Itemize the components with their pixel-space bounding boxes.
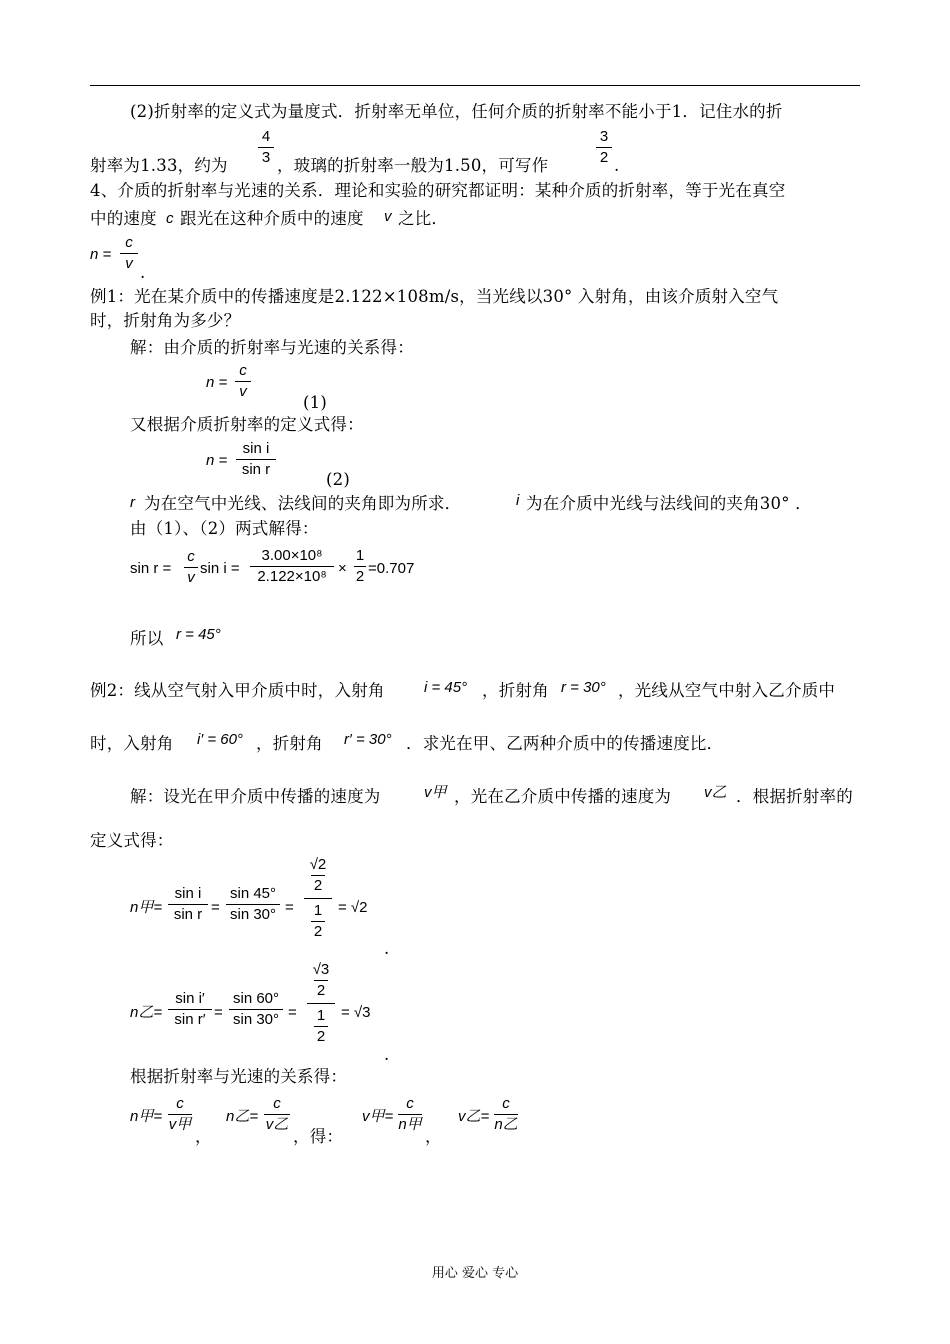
eq1-fraction: c v [235,362,251,401]
symbol-v: v [384,208,392,225]
fraction-3-2: 3 2 [596,128,612,167]
example2-q1b: ，折射角 [482,681,549,700]
example2-q2c: ．求光在甲、乙两种介质中的传播速度比． [406,734,724,753]
rel4-fraction: c n乙 [494,1095,518,1133]
example2-s3: 根据折射率与光速的关系得： [130,1067,348,1086]
eq3-mid: sin i = [200,560,240,577]
para1-line1: (2)折射率的定义式为量度式．折射率无单位，任何介质的折射率不能小于1．记住水的折 [130,102,783,121]
example1-solution-3a: 为在空气中光线、法线间的夹角即为所求． [144,494,462,513]
formula-n-end: . [140,263,146,282]
para4-line2c: 之比． [398,209,449,228]
eq1-lhs: n = [206,374,228,391]
rel3-lhs: v甲= [362,1108,394,1125]
example1-solution-4: 由（1）、（2）两式解得： [130,519,319,538]
answer-r: r = 45° [176,626,221,643]
eqB-compound-fraction: √3 2 1 2 [307,961,335,1046]
rel1-sep: ， [195,1127,212,1146]
example2-q1a: 例2：线从空气射入甲介质中时，入射角 [90,681,385,700]
eqA-result: = √2 [338,899,368,916]
eqA-compound-fraction: √2 2 1 2 [304,856,332,941]
rel2-fraction: c v乙 [265,1095,289,1133]
eq3-lhs: sin r = [130,560,172,577]
para1-line2c: . [614,156,620,175]
eq3-result: =0.707 [368,560,415,577]
formula-n-lhs: n = [90,246,112,263]
eqB-eq2: = [288,1004,297,1021]
example2-s1c: ．根据折射率的 [736,787,853,806]
example1-question-line2: 时，折射角为多少？ [90,311,241,330]
eq3-times: × [338,560,347,577]
symbol-c: c [166,210,174,227]
symbol-v-yi: v乙 [704,784,727,801]
rel1-fraction: c v甲 [168,1095,192,1133]
eq2-fraction: sin i sin r [236,440,276,479]
symbol-i: i [516,492,520,509]
para4-line2a: 中的速度 [90,209,157,228]
eqB-dot: . [384,1045,390,1064]
formula-n-fraction: c v [120,234,138,273]
example1-question-line1: 例1：光在某介质中的传播速度是2.122×108m/s，当光线以30° 入射角，由该介质射入空气 [90,287,779,306]
rel4-lhs: v乙= [458,1108,490,1125]
eqB-eq1: = [214,1004,223,1021]
example2-s1a: 解：设光在甲介质中传播的速度为 [130,787,381,806]
eqA-fraction-deg: sin 45° sin 30° [226,885,280,924]
rel3-sep: ， [425,1127,442,1146]
eq3-fraction-values: 3.00×10⁸ 2.122×10⁸ [250,547,334,586]
eqA-fraction-sin: sin i sin r [168,885,208,924]
rel2-sep: ，得： [293,1127,344,1146]
example2-s2: 定义式得： [90,831,174,850]
eq2-label: (2) [326,470,350,489]
eq3-fraction-half: 1 2 [355,547,365,585]
para4-line1: 4、介质的折射率与光速的关系．理论和实验的研究都证明：某种介质的折射率，等于光在真空 [90,181,786,200]
eqB-fraction-deg: sin 60° sin 30° [229,990,283,1029]
para1-line2a: 射率为1.33，约为 [90,156,228,175]
rel2-lhs: n乙= [226,1108,259,1125]
eq1-label: (1) [303,393,327,412]
para4-line2b: 跟光在这种介质中的速度 [180,209,364,228]
eqB-fraction-sin: sin i′ sin r′ [168,990,212,1029]
example2-q2b: ，折射角 [256,734,323,753]
eqA-eq2: = [285,899,294,916]
example2-q2a: 时，入射角 [90,734,174,753]
header-rule [90,85,860,86]
eq2-lhs: n = [206,452,228,469]
rel1-lhs: n甲= [130,1108,163,1125]
eq3-fraction-cv: c v [184,548,198,587]
eqA-dot: . [384,939,390,958]
example1-solution-2: 又根据介质折射率的定义式得： [130,415,364,434]
example2-r-30: r = 30° [561,679,606,696]
para1-line2b: ，玻璃的折射率一般为1.50，可写作 [277,156,549,175]
example2-s1b: ，光在乙介质中传播的速度为 [454,787,672,806]
symbol-v-jia: v甲 [424,784,447,801]
example2-i-45: i = 45° [424,679,468,696]
example1-solution-3b: 为在介质中光线与法线间的夹角30° ． [526,494,812,513]
eqA-eq1: = [211,899,220,916]
eqB-lhs: n乙= [130,1004,163,1021]
example2-i-60: i′ = 60° [197,731,243,748]
symbol-r: r [130,494,135,511]
eqB-result: = √3 [341,1004,371,1021]
page-footer: 用心 爱心 专心 [431,1266,519,1281]
rel3-fraction: c n甲 [398,1095,422,1133]
example1-solution-1: 解：由介质的折射率与光速的关系得： [130,338,414,357]
example2-r-30p: r′ = 30° [344,731,392,748]
example2-q1c: ，光线从空气中射入乙介质中 [618,681,836,700]
example1-solution-5: 所以 [130,629,164,648]
eqA-lhs: n甲= [130,899,163,916]
fraction-4-3: 4 3 [258,128,274,167]
